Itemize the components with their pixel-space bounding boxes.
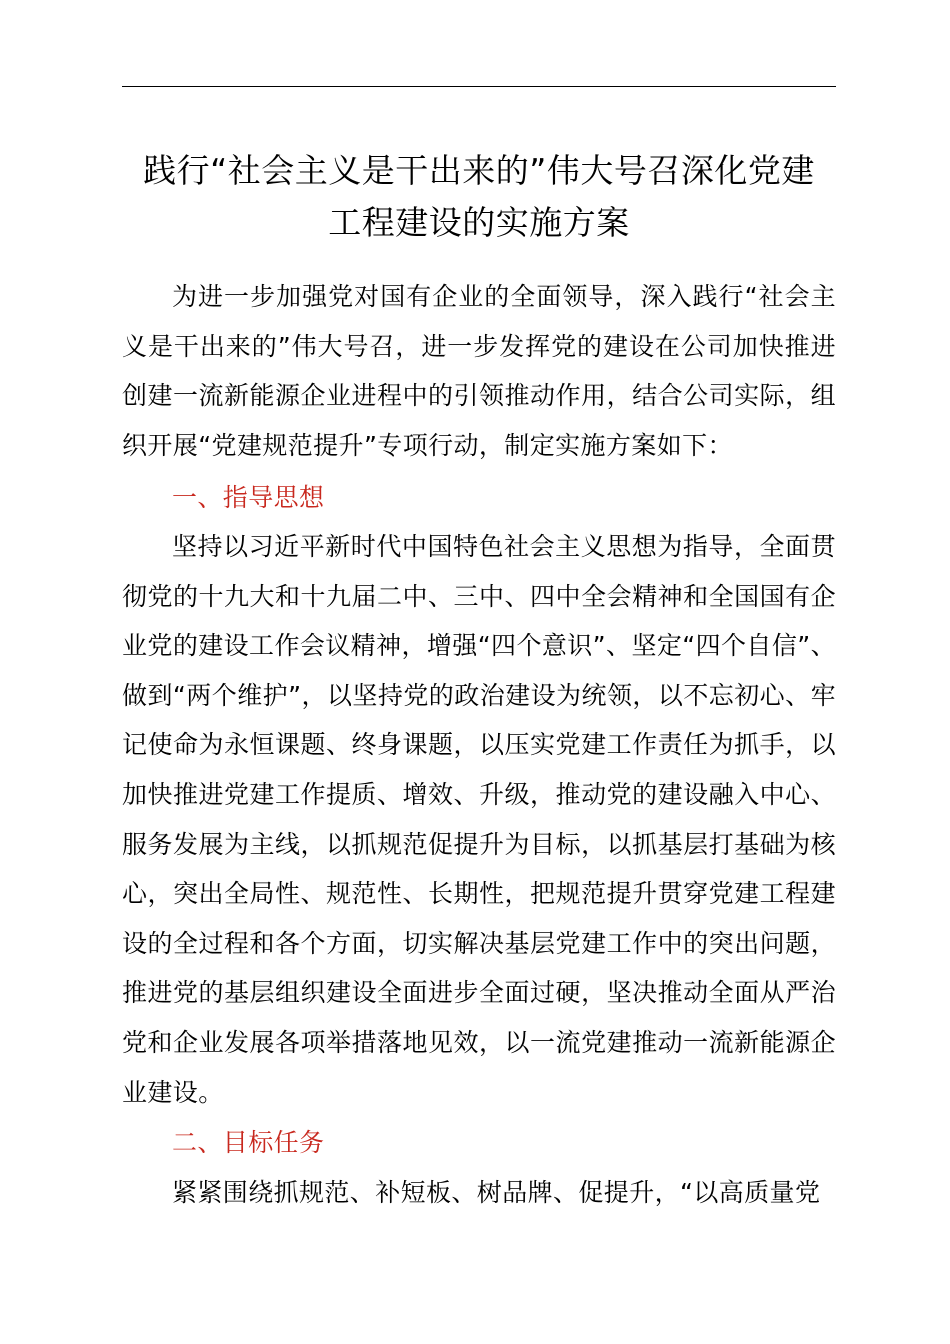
intro-paragraph: 为进一步加强党对国有企业的全面领导，深入践行“社会主义是干出来的”伟大号召，进一步发挥党的建设在公司加快推进创建一流新能源企业进程中的引领推动作用，结合公司实际，组织开展“党建规范提升”专项行动，制定实施方案如下： bbox=[122, 282, 836, 460]
title-line-2: 工程建设的实施方案 bbox=[328, 203, 630, 242]
section-heading-guiding-ideology: 一、指导思想 bbox=[172, 483, 325, 512]
document-title bbox=[122, 145, 836, 249]
section-body-guiding-ideology: 坚持以习近平新时代中国特色社会主义思想为指导，全面贯彻党的十九大和十九届二中、三中、四中全会精神和全国国有企业党的建设工作会议精神，增强“四个意识”、坚定“四个自信”、做到“两个维护”，以坚持党的政治建设为统领，以不忘初心、牢记使命为永恒课题、终身课题，以压实党建工作责任为抓手，以加快推进党建工作提质、增效、升级，推动党的建设融入中心、服务发展为主线，以抓规范促提升为目标，以抓基层打基础为核心，突出全局性、规范性、长期性，把规范提升贯穿党建工程建设的全过程和各个方面，切实解决基层党建工作中的突出问题，推进党的基层组织建设全面进步全面过硬，坚决推动全面从严治党和企业发展各项举措落地见效，以一流党建推动一流新能源企业建设。 bbox=[122, 532, 836, 1107]
title-line-1: 践行“社会主义是干出来的”伟大号召深化党建 bbox=[143, 151, 815, 190]
section-body-goals-tasks: 紧紧围绕抓规范、补短板、树品牌、促提升，“以高质量党 bbox=[172, 1178, 821, 1207]
section-heading-goals-tasks: 二、目标任务 bbox=[172, 1128, 325, 1157]
header-rule bbox=[122, 86, 836, 87]
